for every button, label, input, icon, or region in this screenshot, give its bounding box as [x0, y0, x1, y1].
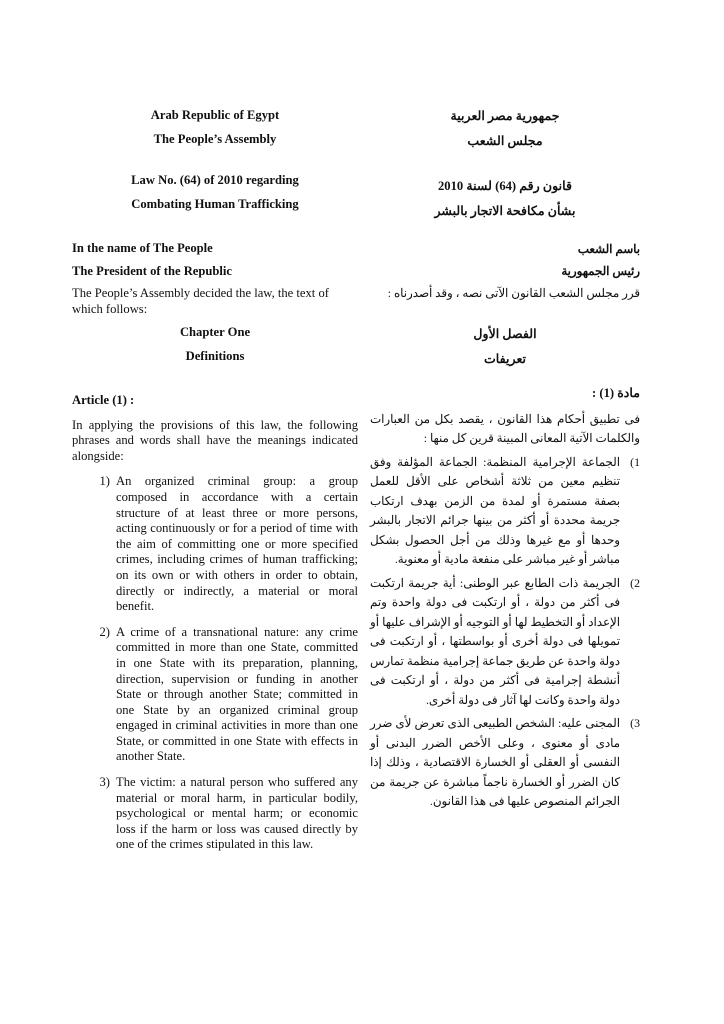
article-en — [72, 393, 358, 863]
preamble-people-en: In the name of The People — [72, 241, 213, 255]
list-item — [72, 625, 358, 765]
item-text: A crime of a transnational nature: any crime committed in more than one State, committed in one State with its preparation, planning, direction, supervision or funding in another State or through another State; committed in one State by an organized criminal group engaged in criminal activities in more than one State, or committed in one State with effects in another State. — [116, 624, 358, 764]
header-en — [72, 108, 358, 156]
preamble-ar — [370, 240, 640, 303]
law-title-ar — [370, 178, 640, 228]
list-item — [370, 574, 640, 711]
article-ar — [370, 384, 640, 822]
header-ar — [370, 108, 640, 158]
chapter-subtitle-en: Definitions — [185, 349, 245, 363]
article-intro-en: In applying the provisions of this law, the following phrases and words shall have the meanings indicated alongside: — [72, 417, 358, 463]
item-number: 1) — [99, 474, 110, 489]
chapter-title-en: Chapter One — [179, 325, 251, 339]
list-item — [72, 474, 358, 614]
item-text: الجريمة ذات الطابع عبر الوطنى: أية جريمة ارتكبت فى أكثر من دولة ، أو ارتكبت فى دولة واحدة وتم الإعداد أو التخطيط لها أو التوجيه أو الإشراف عليها أو تمويلها فى دولة أخرى أو بواسطتها ، أو ارتكبت فى دولة واحدة عن طريق جماعة إجرامية منظمة تمارس أنشطة إجرامية فى أكثر من دولة ، أو ارتكبت فى دولة واحدة وكانت لها آثار فى دولة أخرى. — [370, 575, 620, 707]
preamble-en — [72, 241, 358, 317]
preamble-president-en: The President of the Republic — [72, 263, 232, 278]
preamble-decision-ar: قرر مجلس الشعب القانون الآتى نصه ، وقد أصدرناه : — [387, 286, 640, 300]
law-subject-en: Combating Human Trafficking — [131, 197, 299, 211]
list-item — [370, 714, 640, 812]
preamble-people-ar: باسم الشعب — [577, 242, 640, 256]
chapter-en — [72, 325, 358, 373]
country-name-en: Arab Republic of Egypt — [150, 108, 280, 122]
list-item — [72, 775, 358, 853]
country-name-ar: جمهورية مصر العربية — [450, 109, 560, 123]
preamble-president-ar: رئيس الجمهورية — [561, 264, 640, 278]
article-heading-ar: مادة (1) : — [592, 386, 640, 400]
item-number: 2) — [630, 575, 640, 590]
item-text: The victim: a natural person who suffered any material or moral harm, in particular bodily, psychological or mental harm; or economic loss if the harm or loss was caused directly by one of the crimes stipulated in this law. — [116, 775, 358, 852]
item-text: المجنى عليه: الشخص الطبيعى الذى تعرض لأى ضرر مادى أو معنوى ، وعلى الأخص الضرر البدنى أو النفسى أو العقلى أو الخسارة الاقتصادية ، وذلك إذا كان الضرر أو الخسارة ناجماً مباشرة عن جريمة من الجرائم المنصوص عليها فى هذا القانون. — [370, 716, 620, 808]
item-number: 2) — [99, 624, 110, 639]
item-text: An organized criminal group: a group composed in accordance with a certain structure of at least three or more persons, acting continuously or for a period of time with the aim of committing one or more specified crimes, including crimes of human trafficking; on its own or with others in order to obtain, directly or indirectly, a material or moral benefit. — [116, 474, 358, 614]
article-intro-ar: فى تطبيق أحكام هذا القانون ، يقصد بكل من العبارات والكلمات الآتية المعانى المبينة قرين كل منها : — [370, 411, 640, 445]
chapter-title-ar: الفصل الأول — [473, 327, 537, 341]
item-number: 3) — [630, 716, 640, 730]
law-number-en: Law No. (64) of 2010 regarding — [131, 173, 299, 187]
chapter-subtitle-ar: تعريفات — [483, 352, 527, 366]
item-number: 3) — [99, 775, 110, 790]
article-heading-en: Article (1) : — [72, 393, 135, 407]
law-title-en — [72, 173, 358, 221]
item-text: الجماعة الإجرامية المنظمة: الجماعة المؤلفة وفق تنظيم معين من ثلاثة أشخاص على الأقل للعمل بصفة مستمرة أو لمدة من الزمن بهدف ارتكاب جريمة محددة أو أكثر من بينها جرائم الاتجار بالبشر وحدها أو مع غيرها وذلك من أجل الحصول بشكل مباشر أو غير مباشر على منفعة مادية أو معنوية. — [370, 454, 620, 566]
assembly-name-ar: مجلس الشعب — [467, 134, 543, 148]
item-number: 1) — [630, 454, 640, 469]
law-subject-ar: بشأن مكافحة الاتجار بالبشر — [434, 204, 576, 218]
preamble-decision-en: The People’s Assembly decided the law, the text of which follows: — [72, 286, 329, 316]
list-item — [370, 453, 640, 570]
law-number-ar: قانون رقم (64) لسنة 2010 — [438, 179, 572, 193]
assembly-name-en: The People’s Assembly — [153, 132, 277, 146]
chapter-ar — [370, 326, 640, 376]
